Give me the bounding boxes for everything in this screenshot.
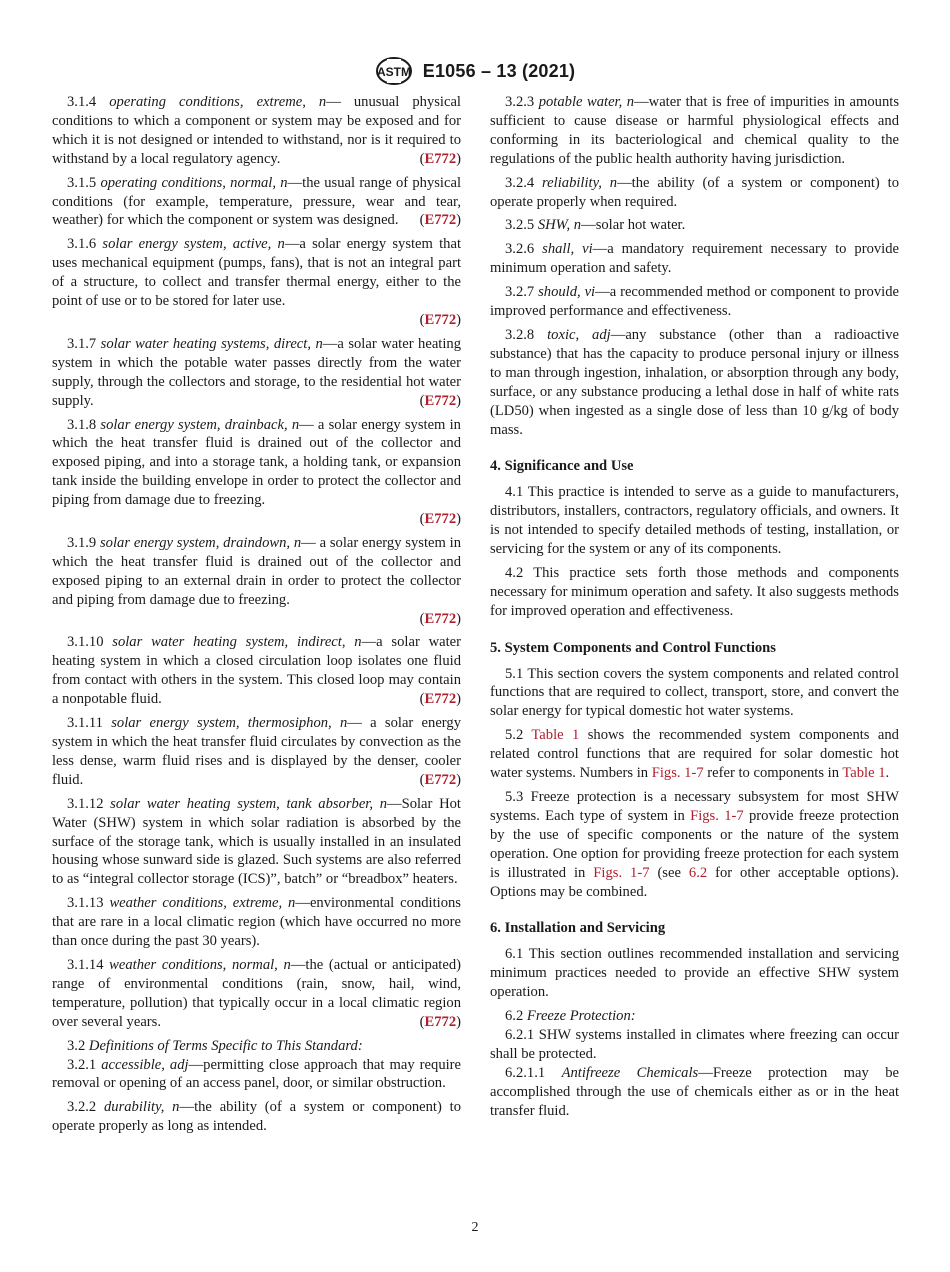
paragraph-5-3: 5.3 Freeze protection is a necessary subsystem for most SHW systems. Each type of system in Figs. 1-7 provide freeze protection by the use of specific components or the nature of the system operation. One option for providing freeze protection for each system is illustrated in Figs. 1-7 (see 6.2 for other acceptable options). Options may be combined. — [490, 789, 899, 900]
definition-3-1-7: 3.1.7 solar water heating systems, direct, n—a solar water heating system in which the potable water passes directly from the water supply, through the collectors and storage, to the residential hot water supply. (E772) — [52, 335, 461, 409]
definition-3-1-13: 3.1.13 weather conditions, extreme, n—environmental conditions that are rare in a local climatic region (which have occurred no more than once during the past 30 years). — [52, 895, 461, 950]
definition-3-2-2: 3.2.2 durability, n—the ability (of a system or component) to operate properly as long as intended. — [52, 1099, 461, 1135]
definition-3-1-6: 3.1.6 solar energy system, active, n—a solar energy system that uses mechanical equipment (pumps, fans), that is not an integral part of a structure, to collect and transfer thermal energy, either to the point of use or to be stored for later use. — [52, 236, 461, 310]
definition-3-1-10: 3.1.10 solar water heating system, indirect, n—a solar water heating system in which a closed circulation loop isolates one fluid from contact with others in the system. This closed loop may contain a nonpotable fluid. (E772) — [52, 634, 461, 708]
table-1-link[interactable]: Table 1 — [842, 765, 886, 782]
definition-3-2-7: 3.2.7 should, vi—a recommended method or component to provide improved performance and effectiveness. — [490, 284, 899, 320]
reference-link[interactable]: E772 — [424, 212, 457, 229]
definition-3-1-5: 3.1.5 operating conditions, normal, n—the usual range of physical conditions (for example, temperature, pressure, wear and tear, weather) for which the component or system was designed. (E772) — [52, 174, 461, 229]
definition-3-2-4: 3.2.4 reliability, n—the ability (of a system or component) to operate properly when required. — [490, 174, 899, 210]
section-4-heading: 4. Significance and Use — [490, 458, 634, 475]
astm-logo-icon — [375, 56, 413, 86]
standard-designation: E1056 – 13 (2021) — [422, 60, 576, 81]
right-column — [490, 93, 899, 1126]
definition-3-1-14: 3.1.14 weather conditions, normal, n—the (actual or anticipated) range of environmental conditions (rain, snow, hail, wind, temperature, pollution) that typically occur in a local climatic region over several years. (E772) — [52, 956, 461, 1030]
definition-3-1-9: 3.1.9 solar energy system, draindown, n— a solar energy system in which the heat transfer fluid is drained out of the collector and exposed piping to an external drain in order to protect the collector and piping from damage due to freezing. — [52, 534, 461, 608]
paragraph-5-1: 5.1 This section covers the system components and related control functions that are required to collect, transport, store, and convert the solar energy for typical domestic hot water systems. — [490, 665, 899, 720]
paragraph-6-1: 6.1 This section outlines recommended installation and servicing minimum practices needed to provide an effective SHW system operation. — [490, 946, 899, 1001]
source-reference: (E772) — [419, 511, 461, 528]
definition-3-1-11: 3.1.11 solar energy system, thermosiphon, n— a solar energy system in which the heat transfer fluid circulates by convection as the less dense, warm fluid rises and is displayed by the denser, cooler fluid. (E772) — [52, 715, 461, 788]
paragraph-4-1: 4.1 This practice is intended to serve as a guide to manufacturers, distributors, installers, contractors, regulatory officials, and owners. It is not intended to specify detailed methods of testing, installation, or servicing for the system or any of its components. — [490, 484, 899, 558]
figs-1-7-link[interactable]: Figs. 1-7 — [593, 864, 650, 881]
figs-1-7-link[interactable]: Figs. 1-7 — [651, 765, 704, 782]
reference-link[interactable]: E772 — [424, 392, 457, 409]
section-6-heading: 6. Installation and Servicing — [490, 920, 666, 937]
reference-link[interactable]: E772 — [424, 511, 457, 528]
left-column — [52, 93, 461, 1141]
definition-3-1-8: 3.1.8 solar energy system, drainback, n— a solar energy system in which the heat transfer fluid is drained out of the collector and exposed piping, and into a storage tank, a holding tank, or expansion tank inside the building envelope in order to protect the collector and piping from damage due to freezing. — [52, 416, 461, 509]
definition-3-2-3: 3.2.3 potable water, n—water that is free of impurities in amounts sufficient to cause disease or harmful physiological effects and conforming in its bacteriological and chemical quality to the regulations of the public health authority having jurisdiction. — [490, 94, 900, 167]
page-header — [0, 56, 950, 86]
table-1-link[interactable]: Table 1 — [531, 727, 580, 744]
figs-1-7-link[interactable]: Figs. 1-7 — [690, 807, 744, 824]
definition-3-2-1: 3.2.1 accessible, adj—permitting close approach that may require removal or opening of an access panel, door, or similar obstruction. — [52, 1056, 462, 1092]
definition-3-1-4: 3.1.4 operating conditions, extreme, n— unusual physical conditions to which a component or system may be exposed and for which it is not designed or intended to withstand, nor is it required to withstand by a local regulatory agency. (E772) — [52, 94, 461, 167]
section-5-heading: 5. System Components and Control Functions — [490, 639, 776, 656]
definition-3-2-5: 3.2.5 SHW, n—solar hot water. — [505, 217, 686, 234]
reference-link[interactable]: E772 — [424, 150, 457, 167]
reference-link[interactable]: E772 — [424, 691, 457, 708]
definition-3-2-8: 3.2.8 toxic, adj—any substance (other than a radioactive substance) that has the capacity to produce personal injury or illness to man through ingestion, inhalation, or absorption through any body, surface, or any substance producing a lethal dose in half of white rats (LD50) when ingested as a single dose of less than 10 g/kg of body mass. — [490, 326, 900, 438]
svg-text:ASTM: ASTM — [376, 65, 411, 79]
reference-link[interactable]: E772 — [424, 771, 457, 788]
paragraph-6-2-1: 6.2.1 SHW systems installed in climates where freezing can occur shall be protected. — [490, 1026, 899, 1062]
paragraph-4-2: 4.2 This practice sets forth those methods and components necessary for minimum operation and safety. It also suggests methods for improved operation and effectiveness. — [490, 564, 899, 619]
paragraph-6-2: 6.2 Freeze Protection: — [505, 1008, 636, 1025]
definition-3-1-12: 3.1.12 solar water heating system, tank absorber, n—Solar Hot Water (SHW) system in which solar radiation is absorbed by the surface of the storage tank, which is usually installed in an insulated housing whose sunward side is glazed. Such systems are also referred to as “integral collector storage (ICS)”, batch” or “breadbox” heaters. — [52, 795, 461, 888]
definition-3-2-6: 3.2.6 shall, vi—a mandatory requirement necessary to provide minimum operation and safety. — [490, 241, 899, 277]
reference-link[interactable]: E772 — [424, 610, 457, 627]
reference-link[interactable]: E772 — [424, 1013, 457, 1030]
paragraph-5-2: 5.2 Table 1 shows the recommended system components and related control functions that are required for solar domestic hot water systems. Numbers in Figs. 1-7 refer to components in Table 1. — [490, 727, 899, 782]
page-number: 2 — [471, 1220, 479, 1235]
source-reference: (E772) — [419, 311, 461, 328]
subsection-3-2-heading: 3.2 Definitions of Terms Specific to This Standard: — [67, 1037, 363, 1054]
section-6-2-link[interactable]: 6.2 — [688, 864, 708, 881]
reference-link[interactable]: E772 — [424, 311, 457, 328]
source-reference: (E772) — [419, 610, 461, 627]
paragraph-6-2-1-1: 6.2.1.1 Antifreeze Chemicals—Freeze protection may be accomplished through the use of chemicals either as or in the heat transfer fluid. — [490, 1064, 899, 1119]
